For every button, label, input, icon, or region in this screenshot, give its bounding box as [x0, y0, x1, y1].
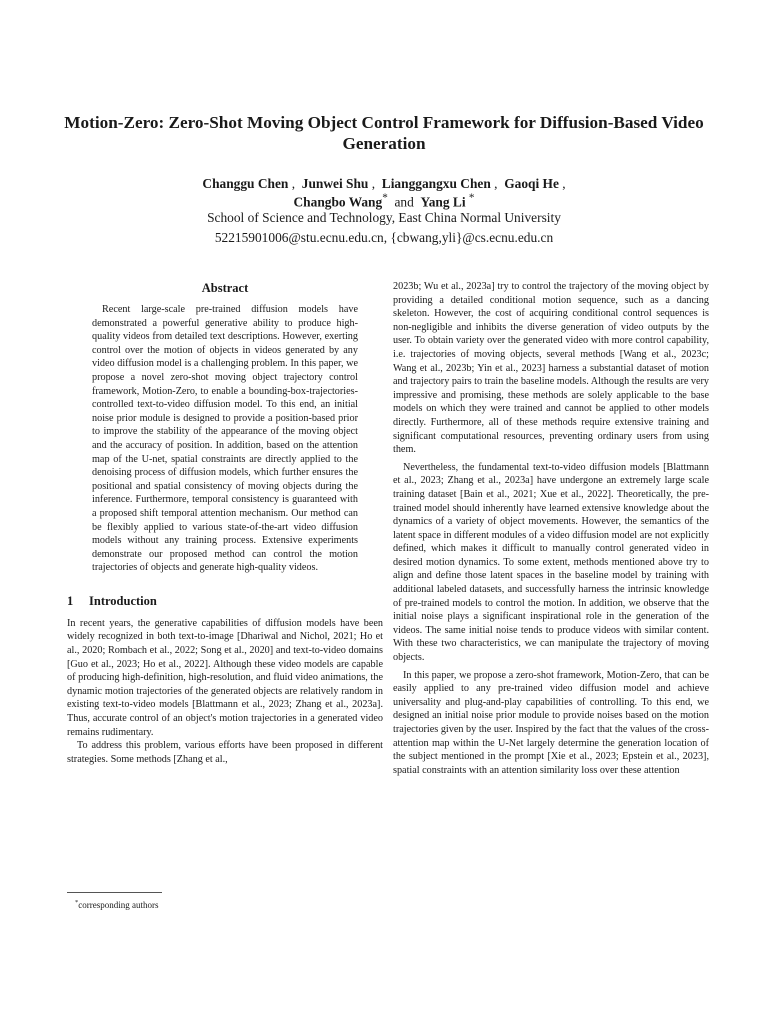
footnote-mark: * [75, 899, 79, 906]
abstract-text: Recent large-scale pre-trained diffusion models have demonstrated a powerful generative ability to produce high-quality videos from detailed text descriptions. However, exerting control over the motion of objects in videos generated by any video diffusion model is a challenging problem. In this paper, we propose a novel zero-shot moving object trajectory control framework, Motion-Zero, to enable a bounding-box-trajectories-controlled text-to-video diffusion model. To this end, an initial noise prior module is designed to provide a position-based prior to improve the stability of the appearance of the moving object and the accuracy of position. In addition, based on the attention map of the U-net, spatial constraints are directly applied to the denoising process of diffusion models, which further ensures the positional and spatial consistency of moving objects during the inference. Furthermore, temporal consistency is guaranteed with a proposed shift temporal attention mechanism. Our method can be flexibly applied to various state-of-the-art video diffusion models without any training process. Extensive experiments demonstrate our proposed method can control the motion trajectories of objects and generate high-quality videos. [92, 304, 358, 574]
body-paragraph-2: Nevertheless, the fundamental text-to-video diffusion models [Blattmann et al., 2023; Zhang et al., 2023a] have undergone an extremely large scale training dataset [Bain et al., 2021; Xue et al., 2022]. Theoretically, the pre-trained model should inherently have learned extensive knowledge about the dynamics of a variety of object movements. However, the semantics of the latent space in different modules of a video diffusion model are not explicitly defined, which makes it difficult to manually control generated video in desired motion dynamics. To some extent, methods mentioned above try to align and define those latent spaces in the baseline model by training with additional labeled datasets, and successfully harness the intrinsic knowledge of pre-trained models to control the motion. In addition, we observe that the initial noise plays a significant inspirational role in the generation of the videos. The same initial noise tends to produce videos with similar content. With these two characteristics, we can manipulate the trajectory of moving objects. [393, 461, 709, 664]
author-name: Lianggangxu Chen [381, 176, 491, 191]
author-name: Gaoqi He [504, 176, 559, 191]
footnote-text: corresponding authors [78, 900, 159, 910]
footnote-rule [67, 892, 162, 893]
body-paragraph-3: In this paper, we propose a zero-shot framework, Motion-Zero, that can be easily applied to any pre-trained video diffusion model and achieve universality and plug-and-play capabilities of controlling. To this end, we designed an initial noise prior module to provide noises based on the motion trajectories given by the user. Inspired by the fact that the values of the cross-attention map within the U-Net largely determine the generation location of the subject mentioned in the prompt [Xie et al., 2023; Epstein et al., 2023], spatial constraints with an attention similarity loss over these attention [393, 669, 709, 776]
left-column [67, 280, 383, 766]
body-paragraph-1: 2023b; Wu et al., 2023a] try to control the trajectory of the moving object by providing a detailed conditional motion sequence, such as a dancing skeleton. However, the cost of acquiring conditional control sequences is non-negligible and inhibits the diverse generation of video outputs by the user. To obtain variety over the generated video with more control capability, i.e. trajectories of moving objects, several methods [Wang et al., 2023c; Wang et al., 2023b; Yin et al., 2023] harness a substantial dataset of motion and trajectory pairs to train the baseline models. Although the results are very impressive and promising, these methods are solely applicable to the base models on which they were trained and cannot be applied to other models directly. Furthermore, all of these methods require extensive training and significant computational resources, preventing ordinary users from using them. [393, 281, 710, 456]
affiliation: School of Science and Technology, East China Normal University [207, 210, 561, 225]
author-name: Junwei Shu [301, 176, 369, 191]
paper-title: Motion-Zero: Zero-Shot Moving Object Control Framework for Diffusion-Based Video Generation [64, 113, 704, 153]
author-name: Changgu Chen [202, 176, 289, 191]
section-number: 1 [67, 593, 74, 608]
abstract-heading: Abstract [201, 281, 249, 295]
email-line: 52215901006@stu.ecnu.edu.cn, {cbwang,yli}@cs.ecnu.edu.cn [214, 230, 554, 245]
corresponding-mark: * [382, 192, 388, 204]
affiliation-block [60, 208, 708, 248]
author-line-1: Changgu Chen , Junwei Shu , Lianggangxu Chen , Gaoqi He , [202, 176, 566, 191]
intro-paragraph-2: To address this problem, various efforts have been proposed in different strategies. Some methods [Zhang et al., [67, 740, 383, 765]
section-title: Introduction [89, 593, 157, 608]
corresponding-mark: * [468, 192, 475, 204]
author-name: Changbo Wang [293, 194, 383, 210]
author-line-2: Changbo Wang* and Yang Li * [293, 192, 475, 210]
section-heading-introduction [67, 593, 383, 609]
right-column [393, 280, 709, 777]
author-name: Yang Li [420, 194, 466, 210]
footnote [75, 897, 158, 911]
intro-paragraph-1: In recent years, the generative capabilities of diffusion models have been widely recognized in both text-to-image [Dhariwal and Nichol, 2021; Ho et al., 2020; Rombach et al., 2022; Song et al., 2020] and text-to-video domains [Guo et al., 2023; Ho et al., 2022]. Although these video models are capable of producing high-definition, high-resolution, and fluid video animations, the dynamic motion trajectories of the generated objects are relatively random in existing text-to-video models [Blattmann et al., 2023; Zhang et al., 2023a]. Thus, accurate control of an object's motion trajectories in a generated video remains rudimentary. [67, 617, 383, 738]
author-list [60, 176, 708, 209]
